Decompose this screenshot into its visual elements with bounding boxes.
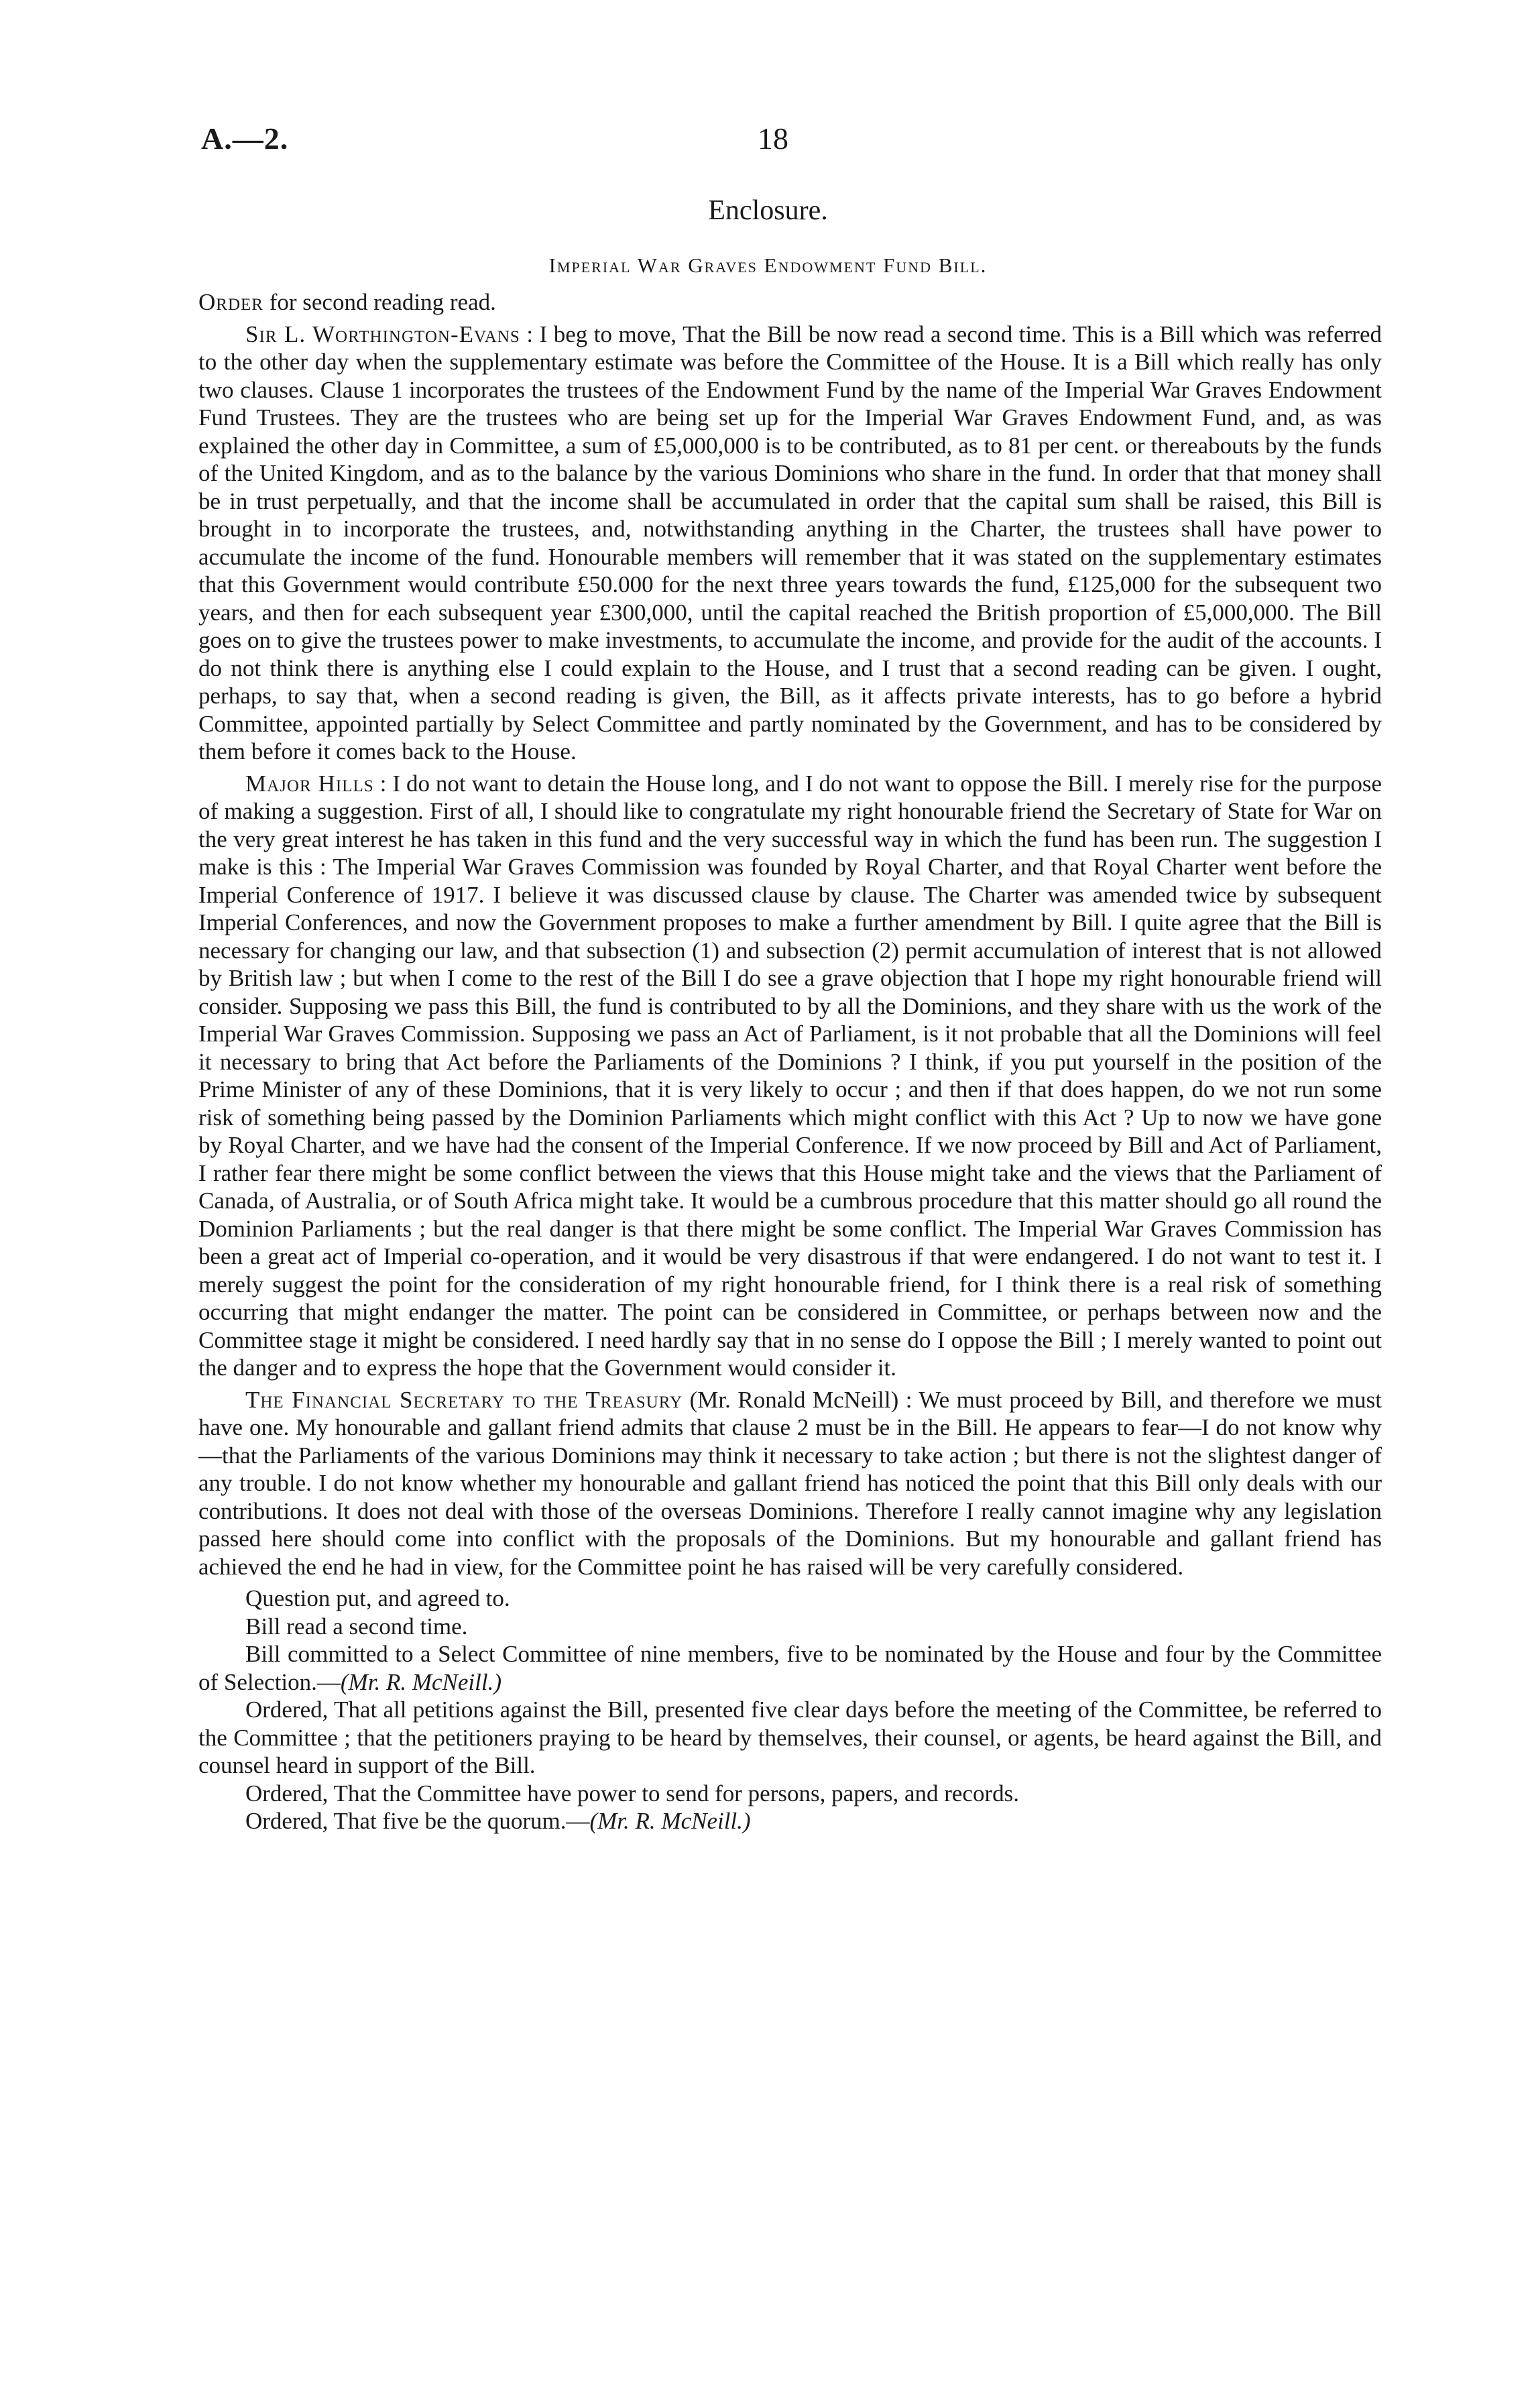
- document-reference: A.—2.: [201, 121, 289, 156]
- committal-paragraph: [198, 1640, 1382, 1696]
- speaker-name: The Financial Secretary to the Treasury: [245, 1386, 683, 1413]
- speaker-name: Sir L. Worthington-Evans: [245, 321, 520, 347]
- page-title: Enclosure.: [708, 195, 828, 226]
- order-text: for second reading read.: [263, 289, 496, 315]
- page-number: 18: [758, 121, 788, 156]
- petitions-paragraph: Ordered, That all petitions against the Bill, presented five clear days before the meeting of the Committee, be referred to the Committee ; that the petitioners praying to be heard by themselves, their counsel, or agents, be heard against the Bill, and counsel heard in support of the Bill.: [198, 1697, 1382, 1778]
- bill-title: Imperial War Graves Endowment Fund Bill.: [548, 253, 988, 277]
- speaker-name: Major Hills: [245, 770, 374, 797]
- question-line: Question put, and agreed to.: [245, 1585, 510, 1611]
- committal-text: Bill committed to a Select Committee of nine members, five to be nominated by the House and four by the Committee of Selection.—: [198, 1641, 1382, 1695]
- power-line: Ordered, That the Committee have power to send for persons, papers, and records.: [245, 1780, 1019, 1807]
- speech-text: : I beg to move, That the Bill be now read a second time. This is a Bill which was referred to the other day when the supplementary estimate was before the Committee of the House. It is a Bill which really has only two clauses. Clause 1 incorporates the trustees of the Endowment Fund by the name of the Imperial War Graves Endowment Fund Trustees. They are the trustees who are being set up for the Imperial War Graves Endowment Fund, and, as was explained the other day in Committee, a sum of £5,000,000 is to be contributed, as to 81 per cent. or thereabouts by the funds of the United Kingdom, and as to the balance by the various Dominions who share in the fund. In order that that money shall be in trust perpetually, and that the income shall be accumulated in order that the capital sum shall be raised, this Bill is brought in to incorporate the trustees, and, notwithstanding anything in the Charter, the trustees shall have power to accumulate the income of the fund. Honourable members will remember that it was stated on the supplementary estimates that this Government would contribute £50.000 for the next three years towards the fund, £125,000 for the subsequent two years, and then for each subsequent year £300,000, until the capital reached the British proportion of £5,000,000. The Bill goes on to give the trustees power to make investments, to accumulate the income, and provide for the audit of the accounts. I do not think there is anything else I could explain to the House, and I trust that a second reading can be given. I ought, perhaps, to say that, when a second reading is given, the Bill, as it affects private interests, has to go before a hybrid Committee, appointed partially by Select Committee and partly nominated by the Government, and has to be considered by them before it comes back to the House.: [198, 321, 1382, 764]
- quorum-ref: (Mr. R. McNeill.): [589, 1808, 751, 1834]
- quorum-text: Ordered, That five be the quorum.—: [245, 1808, 590, 1834]
- speech-paragraph: [198, 770, 1382, 1382]
- second-reading-line: Bill read a second time.: [245, 1613, 468, 1640]
- speech-paragraph: [198, 1386, 1382, 1581]
- order-paragraph: [198, 288, 1382, 317]
- quorum-line: [198, 1807, 1382, 1835]
- speech-text: (Mr. Ronald McNeill) : We must proceed by Bill, and therefore we must have one. My honourable and gallant friend admits that clause 2 must be in the Bill. He appears to fear—I do not know why—that the Parliaments of the various Dominions may think it necessary to take action ; but there is not the slightest danger of any trouble. I do not know whether my honourable and gallant friend has noticed the point that this Bill only deals with our contributions. It does not deal with those of the overseas Dominions. Therefore I really cannot imagine why any legislation passed here should come into conflict with the proposals of the Dominions. But my honourable and gallant friend has achieved the end he had in view, for the Committee point he has raised will be very carefully considered.: [198, 1386, 1382, 1580]
- committal-ref: (Mr. R. McNeill.): [340, 1668, 501, 1695]
- speech-text: : I do not want to detain the House long, and I do not want to oppose the Bill. I merely rise for the purpose of making a suggestion. First of all, I should like to congratulate my right honourable friend the Secretary of State for War on the very great interest he has taken in this fund and the very successful way in which the fund has been run. The suggestion I make is this : The Imperial War Graves Commission was founded by Royal Charter, and that Royal Charter went before the Imperial Conference of 1917. I believe it was discussed clause by clause. The Charter was amended twice by subsequent Imperial Conferences, and now the Government proposes to make a further amendment by Bill. I quite agree that the Bill is necessary for changing our law, and that subsection (1) and subsection (2) permit accumulation of interest that is not allowed by British law ; but when I come to the rest of the Bill I do see a grave objection that I hope my right honourable friend will consider. Supposing we pass this Bill, the fund is contributed to by all the Dominions, and they share with us the work of the Imperial War Graves Commission. Supposing we pass an Act of Parliament, is it not probable that all the Dominions will feel it necessary to bring that Act before the Parliaments of the Dominions ? I think, if you put yourself in the position of the Prime Minister of any of these Dominions, that it is very likely to occur ; and then if that does happen, do we not run some risk of something being passed by the Dominion Parliaments which might conflict with this Act ? Up to now we have gone by Royal Charter, and we have had the consent of the Imperial Conference. If we now proceed by Bill and Act of Parliament, I rather fear there might be some conflict between the views that this House might take and the views that the Parliament of Canada, of Australia, or of South Africa might take. It would be a cumbrous procedure that this matter should go all round the Dominion Parliaments ; but the real danger is that there might be some conflict. The Imperial War Graves Commission has been a great act of Imperial co-operation, and it would be very disastrous if that were endangered. I do not want to test it. I merely suggest the point for the consideration of my right honourable friend, for I think there is a real risk of something occurring that might endanger the matter. The point can be considered in Committee, or perhaps between now and the Committee stage it might be considered. I need hardly say that in no sense do I oppose the Bill ; I merely wanted to point out the danger and to express the hope that the Government would consider it.: [198, 770, 1382, 1381]
- order-label: Order: [198, 289, 263, 315]
- speech-paragraph: [198, 321, 1382, 766]
- document-body: [198, 288, 1382, 1835]
